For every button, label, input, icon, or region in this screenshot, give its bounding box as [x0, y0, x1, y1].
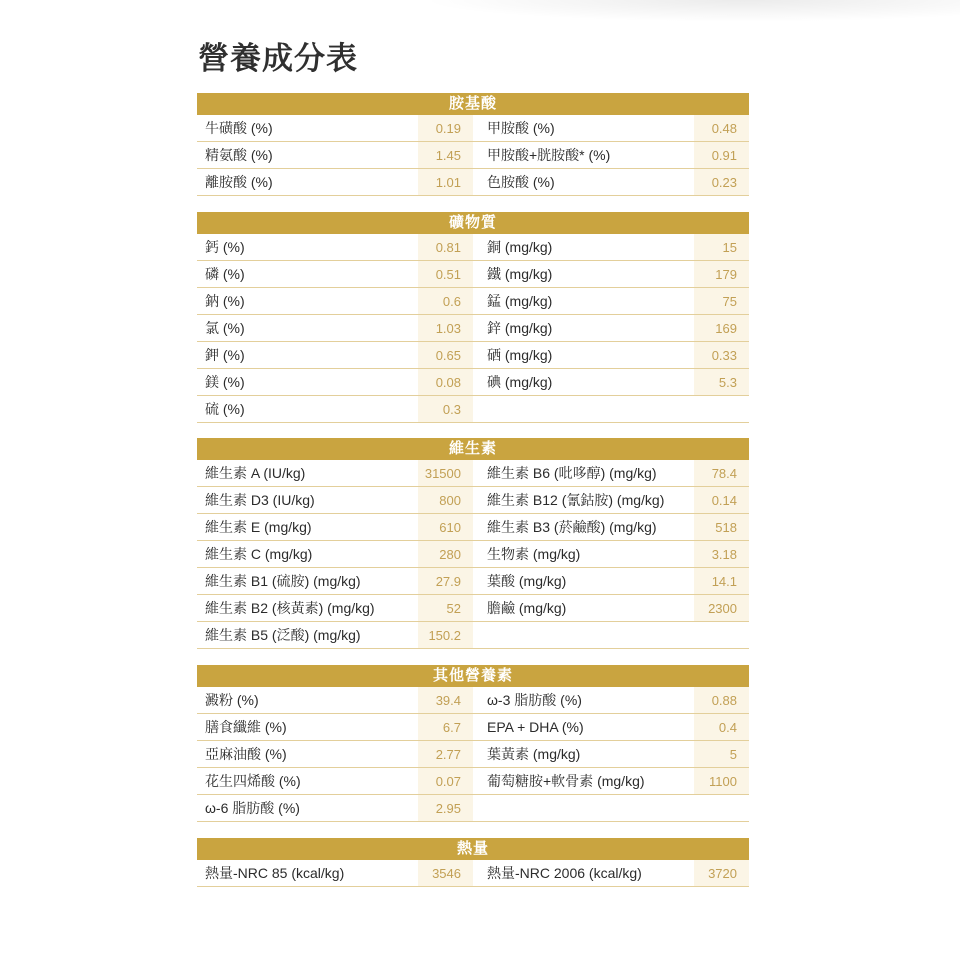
cell-right [473, 622, 749, 648]
nutrient-label: 維生素 D3 (IU/kg) [205, 492, 315, 508]
nutrient-label: 甲胺酸 (%) [487, 120, 555, 136]
page-title: 營養成分表 [198, 41, 358, 76]
nutrient-value: 14.1 [711, 573, 737, 589]
nutrient-label: 鉀 (%) [205, 347, 245, 363]
cell-right [473, 860, 749, 886]
cell-right [473, 342, 749, 368]
top-shadow [420, 0, 960, 22]
cell-left [197, 342, 473, 368]
cell-left [197, 369, 473, 395]
nutrient-label: 離胺酸 (%) [205, 174, 273, 190]
nutrient-label: 維生素 B5 (泛酸) (mg/kg) [205, 627, 361, 643]
nutrient-label: 熱量-NRC 85 (kcal/kg) [205, 865, 345, 881]
section-rows [197, 234, 749, 423]
table-row [197, 342, 749, 369]
section-rows [197, 460, 749, 649]
nutrient-label: 維生素 B6 (吡哆醇) (mg/kg) [487, 465, 657, 481]
section-header: 維生素 [197, 438, 749, 460]
table-row [197, 514, 749, 541]
nutrient-value: 5.3 [718, 374, 737, 390]
cell-right [473, 288, 749, 314]
cell-right [473, 315, 749, 341]
cell-right [473, 369, 749, 395]
nutrient-label: 生物素 (mg/kg) [487, 546, 581, 562]
nutrient-value: 2.77 [435, 746, 461, 762]
cell-left [197, 288, 473, 314]
cell-left [197, 768, 473, 794]
nutrient-label: 甲胺酸+胱胺酸* (%) [487, 147, 611, 163]
nutrient-label: 葡萄糖胺+軟骨素 (mg/kg) [487, 773, 645, 789]
nutrient-value: 31500 [424, 465, 461, 481]
nutrient-label: 維生素 B3 (菸鹼酸) (mg/kg) [487, 519, 657, 535]
table-row [197, 795, 749, 822]
cell-left [197, 541, 473, 567]
nutrient-value: 0.6 [442, 293, 461, 309]
nutrient-value: 39.4 [435, 692, 461, 708]
cell-right [473, 261, 749, 287]
cell-right [473, 142, 749, 168]
cell-right [473, 396, 749, 422]
nutrient-value: 0.48 [711, 120, 737, 136]
table-row [197, 115, 749, 142]
nutrient-label: 鎂 (%) [205, 374, 245, 390]
section-header: 胺基酸 [197, 93, 749, 115]
nutrient-label: 維生素 A (IU/kg) [205, 465, 306, 481]
table-row [197, 768, 749, 795]
section-other-nutrients [197, 665, 749, 822]
cell-right [473, 595, 749, 621]
section-header: 礦物質 [197, 212, 749, 234]
nutrient-label: 色胺酸 (%) [487, 174, 555, 190]
cell-left [197, 741, 473, 767]
nutrient-label: 亞麻油酸 (%) [205, 746, 287, 762]
cell-right [473, 115, 749, 141]
cell-left [197, 315, 473, 341]
nutrient-label: 維生素 B2 (核黃素) (mg/kg) [205, 600, 375, 616]
nutrient-label: 精氨酸 (%) [205, 147, 273, 163]
cell-left [197, 487, 473, 513]
nutrient-value: 78.4 [711, 465, 737, 481]
nutrient-label: 花生四烯酸 (%) [205, 773, 301, 789]
nutrient-value: 5 [729, 746, 737, 762]
nutrient-value: 0.19 [435, 120, 461, 136]
nutrient-label: 澱粉 (%) [205, 692, 259, 708]
table-row [197, 169, 749, 196]
nutrient-label: 磷 (%) [205, 266, 245, 282]
nutrient-label: 維生素 B1 (硫胺) (mg/kg) [205, 573, 361, 589]
nutrient-value: 52 [446, 600, 461, 616]
cell-left [197, 622, 473, 648]
nutrient-label: ω-3 脂肪酸 (%) [487, 692, 582, 708]
cell-right [473, 741, 749, 767]
nutrient-label: 硒 (mg/kg) [487, 347, 553, 363]
table-row [197, 234, 749, 261]
nutrient-value: 800 [439, 492, 461, 508]
nutrient-label: 錳 (mg/kg) [487, 293, 553, 309]
nutrient-value: 1.01 [435, 174, 461, 190]
cell-left [197, 169, 473, 195]
section-header: 熱量 [197, 838, 749, 860]
nutrient-value: 27.9 [435, 573, 461, 589]
cell-left [197, 595, 473, 621]
section-header: 其他營養素 [197, 665, 749, 687]
nutrient-value: 6.7 [442, 719, 461, 735]
nutrient-label: 硫 (%) [205, 401, 245, 417]
table-row [197, 288, 749, 315]
table-row [197, 860, 749, 887]
cell-left [197, 234, 473, 260]
table-row [197, 487, 749, 514]
section-amino-acids [197, 93, 749, 196]
nutrient-value: 0.33 [711, 347, 737, 363]
cell-left [197, 795, 473, 821]
nutrient-value: 169 [715, 320, 737, 336]
nutrient-value: 0.23 [711, 174, 737, 190]
nutrient-value: 2300 [708, 600, 737, 616]
nutrient-value: 0.81 [435, 239, 461, 255]
cell-right [473, 234, 749, 260]
cell-left [197, 568, 473, 594]
cell-right [473, 795, 749, 821]
cell-left [197, 714, 473, 740]
nutrient-value: 0.51 [435, 266, 461, 282]
nutrient-label: 熱量-NRC 2006 (kcal/kg) [487, 865, 642, 881]
cell-left [197, 460, 473, 486]
cell-left [197, 687, 473, 713]
cell-left [197, 261, 473, 287]
cell-right [473, 687, 749, 713]
nutrient-value: 2.95 [435, 800, 461, 816]
nutrient-value: 179 [715, 266, 737, 282]
nutrient-value: 3720 [708, 865, 737, 881]
nutrient-value: 0.65 [435, 347, 461, 363]
nutrient-label: 鐵 (mg/kg) [487, 266, 553, 282]
nutrient-label: 碘 (mg/kg) [487, 374, 553, 390]
cell-right [473, 514, 749, 540]
nutrient-value: 0.4 [718, 719, 737, 735]
table-row [197, 741, 749, 768]
nutrient-value: 0.08 [435, 374, 461, 390]
nutrient-label: 鈉 (%) [205, 293, 245, 309]
section-energy [197, 838, 749, 887]
cell-right [473, 568, 749, 594]
cell-right [473, 169, 749, 195]
nutrient-label: 膽鹼 (mg/kg) [487, 600, 567, 616]
section-minerals [197, 212, 749, 423]
table-row [197, 687, 749, 714]
nutrient-value: 0.14 [711, 492, 737, 508]
nutrient-label: 牛磺酸 (%) [205, 120, 273, 136]
table-row [197, 622, 749, 649]
table-row [197, 396, 749, 423]
nutrient-label: EPA + DHA (%) [487, 719, 584, 735]
cell-right [473, 487, 749, 513]
nutrient-label: 維生素 B12 (氰鈷胺) (mg/kg) [487, 492, 665, 508]
table-row [197, 541, 749, 568]
cell-right [473, 541, 749, 567]
nutrient-value: 0.07 [435, 773, 461, 789]
section-rows [197, 860, 749, 887]
table-row [197, 460, 749, 487]
nutrient-label: 葉黃素 (mg/kg) [487, 746, 581, 762]
nutrient-value: 280 [439, 546, 461, 562]
nutrient-label: 維生素 E (mg/kg) [205, 519, 312, 535]
table-row [197, 315, 749, 342]
nutrient-value: 15 [722, 239, 737, 255]
cell-right [473, 460, 749, 486]
section-rows [197, 115, 749, 196]
nutrient-value: 610 [439, 519, 461, 535]
table-row [197, 595, 749, 622]
nutrient-label: ω-6 脂肪酸 (%) [205, 800, 300, 816]
table-row [197, 142, 749, 169]
nutrient-label: 氯 (%) [205, 320, 245, 336]
cell-left [197, 142, 473, 168]
cell-right [473, 768, 749, 794]
nutrient-label: 維生素 C (mg/kg) [205, 546, 313, 562]
nutrient-value: 0.3 [442, 401, 461, 417]
nutrient-label: 葉酸 (mg/kg) [487, 573, 567, 589]
nutrient-value: 1.03 [435, 320, 461, 336]
nutrient-value: 3.18 [711, 546, 737, 562]
nutrient-value: 3546 [432, 865, 461, 881]
cell-left [197, 860, 473, 886]
nutrient-label: 鈣 (%) [205, 239, 245, 255]
nutrient-value: 518 [715, 519, 737, 535]
cell-left [197, 115, 473, 141]
nutrient-value: 75 [722, 293, 737, 309]
nutrient-label: 銅 (mg/kg) [487, 239, 553, 255]
table-row [197, 714, 749, 741]
nutrient-value: 1100 [709, 773, 737, 789]
nutrient-value: 150.2 [428, 627, 461, 643]
cell-left [197, 396, 473, 422]
section-vitamins [197, 438, 749, 649]
nutrient-label: 膳食纖維 (%) [205, 719, 287, 735]
nutrient-value: 0.91 [711, 147, 737, 163]
table-row [197, 369, 749, 396]
nutrient-value: 1.45 [435, 147, 461, 163]
cell-left [197, 514, 473, 540]
cell-right [473, 714, 749, 740]
table-row [197, 568, 749, 595]
nutrient-value: 0.88 [711, 692, 737, 708]
table-row [197, 261, 749, 288]
section-rows [197, 687, 749, 822]
nutrient-label: 鋅 (mg/kg) [487, 320, 553, 336]
